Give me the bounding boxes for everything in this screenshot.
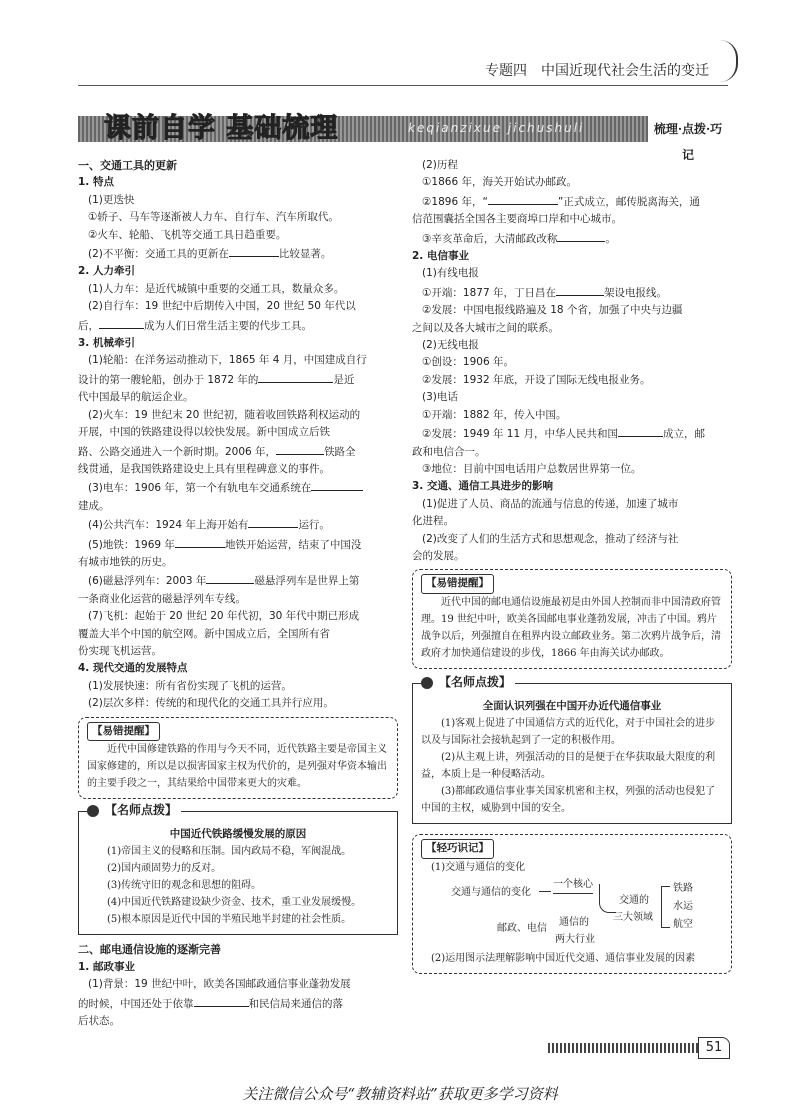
mind-map-node: 交通的 [619, 894, 649, 906]
fill-blank[interactable] [194, 994, 249, 1007]
teacher-tip-header [421, 674, 515, 692]
mind-map-connector [661, 886, 670, 928]
mind-map [421, 876, 723, 950]
text-line: 信范围囊括全国各主要商埠口岸和中心城市。 [412, 213, 622, 226]
mind-map-node: 两大行业 [555, 933, 595, 945]
text-line: (2)无线电报 [422, 339, 479, 352]
fill-blank[interactable] [99, 316, 144, 329]
text-line: ①1866 年，海关开始试办邮政。 [422, 176, 577, 189]
text-line: (1)发展快速：所有省份实现了飞机的运营。 [88, 679, 292, 692]
text-line: (4)公共汽车：1924 年上海开始有 运行。 [78, 515, 398, 534]
mind-map-root: 邮政、电信 [497, 922, 547, 934]
error-tip-label: 【易错提醒】 [87, 722, 160, 741]
text-line: (1)轮船：在洋务运动推动下，1865 年 4 月，中国建成自行 [88, 354, 367, 367]
text-line: (1)有线电报 [422, 267, 479, 280]
teacher-tip-subtitle: 全面认识列强在中国开办近代通信事业 [482, 699, 662, 712]
text-line: (1)人力车：是近代城镇中重要的交通工具，数量众多。 [88, 282, 345, 295]
text-line: 设计的第一艘轮船，创办于 1872 年的 是近 [78, 370, 398, 389]
text-line: (2)历程 [422, 159, 458, 171]
right-column [412, 157, 732, 978]
banner-tags: 梳理·点拨·巧记 [648, 116, 728, 142]
text-line: ③辛亥革命后，大清邮政改称 。 [412, 229, 732, 248]
header-rule [78, 85, 728, 86]
text-line: (3)电话 [422, 391, 458, 404]
fill-blank[interactable] [557, 229, 605, 242]
teacher-tip-box [412, 674, 732, 824]
fill-blank[interactable] [175, 535, 225, 548]
teacher-tip-item: (1)客观上促进了中国通信方式的近代化，对于中国社会的进步以及与国际社会接轨起到了一定的积极作用。 [421, 718, 716, 747]
section-banner [78, 108, 728, 162]
text-line: 的时候，中国还处于依靠 和民信局来通信的落 [78, 994, 398, 1013]
text-line: 代中国最早的航运企业。 [78, 391, 194, 404]
teacher-tip-item: (3)都邮政通信事业事关国家机密和主权，列强的活动也侵犯了中国的主权，威胁到中国的安全。 [421, 786, 716, 815]
text-line: ③地位：目前中国电话用户总数居世界第一位。 [422, 462, 642, 475]
fill-blank[interactable] [258, 370, 333, 383]
teacher-tip-item: (5)根本原因是近代中国的半殖民地半封建的社会性质。 [107, 914, 352, 926]
magnifier-icon [421, 677, 433, 689]
banner-pinyin: keqianzixue jichushuli [408, 121, 585, 135]
fill-blank[interactable] [229, 244, 279, 257]
text-line: (2)层次多样：传统的和现代化的交通工具并行应用。 [88, 697, 334, 710]
memory-tip-item: (1)交通与通信的变化 [431, 861, 526, 873]
memory-tip-item: (2)运用图示法理解影响中国近代交通、通信事业发展的因素 [431, 952, 696, 964]
text-line: ②火车、轮船、飞机等交通工具日趋重要。 [88, 228, 287, 241]
teacher-tip-item: (3)传统守旧的观念和思想的阻碍。 [107, 880, 262, 892]
text-line: 后状态。 [78, 1015, 120, 1028]
text-line: 后， 成为人们日常生活主要的代步工具。 [78, 316, 398, 335]
sub-heading: 3. 交通、通信工具进步的影响 [412, 480, 553, 493]
teacher-tip-subtitle: 中国近代铁路缓慢发展的原因 [169, 828, 307, 840]
memory-tip-label: 【轻巧识记】 [421, 839, 494, 858]
text-line: ②发展：1949 年 11 月，中华人民共和国 成立，邮 [412, 424, 732, 443]
teacher-tip-header [87, 802, 181, 820]
teacher-tip-item: (2)从主观上讲，列强活动的目的是便于在华获取最大限度的利益，本质上是一种侵略活动。 [421, 752, 716, 781]
text-line: 线贯通，是我国铁路建设史上具有里程碑意义的事件。 [78, 462, 330, 475]
teacher-tip-label: 【名师点拨】 [435, 674, 515, 691]
text-line: 份实现飞机运营。 [78, 644, 162, 657]
text-line: (7)飞机：起始于 20 世纪 20 年代初，30 年代中期已形成 [88, 610, 360, 623]
fill-blank[interactable] [488, 192, 558, 205]
sub-heading: 2. 人力牵引 [78, 265, 135, 278]
mind-map-leaf: 航空 [673, 918, 693, 930]
mind-map-node: 通信的 [559, 916, 589, 928]
text-line: ①开端：1877 年，丁日昌在 架设电报线。 [412, 283, 732, 302]
memory-tip-box [412, 834, 732, 974]
text-line: (1)背景：19 世纪中叶，欧美各国邮政通信事业蓬勃发展 [88, 978, 351, 991]
magnifier-icon [87, 805, 99, 817]
footer-note: 关注微信公众号“教辅资料站”获取更多学习资料 [242, 1085, 558, 1103]
text-line: 覆盖大半个中国的航空网。新中国成立后，全国所有省 [78, 627, 330, 640]
fill-blank[interactable] [248, 515, 298, 528]
text-line: 之间以及各大城市之间的联系。 [412, 321, 559, 334]
teacher-tip-label: 【名师点拨】 [101, 802, 181, 819]
sub-heading: 1. 邮政事业 [78, 960, 135, 973]
text-line: (6)磁悬浮列车：2003 年 磁悬浮列车是世界上第 [78, 571, 398, 590]
mind-map-root: 交通与通信的变化 [451, 886, 531, 898]
fill-blank[interactable] [618, 424, 663, 437]
text-line: (2)改变了人们的生活方式和思想观念，推动了经济与社 [422, 532, 679, 545]
text-line: (1)促进了人员、商品的流通与信息的传递，加速了城市 [422, 497, 679, 510]
sub-heading: 4. 现代交通的发展特点 [78, 662, 188, 675]
banner-title: 课前自学 基础梳理 [104, 113, 339, 144]
error-tip-box [412, 569, 732, 668]
fill-blank[interactable] [206, 571, 254, 584]
text-line: 政和电信合一。 [412, 445, 486, 458]
section-heading: 一、交通工具的更新 [78, 159, 177, 172]
fill-blank[interactable] [556, 283, 604, 296]
text-line: 一条商业化运营的磁悬浮列车专线。 [78, 592, 246, 605]
teacher-tip-item: (1)帝国主义的侵略和压制。国内政局不稳，军阀混战。 [107, 846, 352, 858]
fill-blank[interactable] [276, 442, 324, 455]
sub-heading: 3. 机械牵引 [78, 337, 135, 350]
mind-map-connector [539, 891, 551, 892]
sub-heading: 2. 电信事业 [412, 250, 469, 263]
text-line: 路、公路交通进入一个新时期。2006 年， 铁路全 [78, 442, 398, 461]
text-line: 建成。 [78, 499, 110, 512]
left-column [78, 157, 398, 1030]
text-line: (3)电车：1906 年，第一个有轨电车交通系统在 [78, 478, 398, 497]
text-line: ②发展：中国电报线路遍及 18 个省，加强了中央与边疆 [422, 304, 683, 317]
mind-map-leaf: 水运 [673, 900, 693, 912]
teacher-tip-item: (4)中国近代铁路建设缺少资金、技术，重工业发展缓慢。 [107, 897, 362, 909]
sub-heading: 1. 特点 [78, 176, 114, 189]
teacher-tip-box [78, 803, 398, 935]
section-heading: 二、邮电通信设施的逐渐完善 [78, 943, 221, 957]
header-bracket [720, 40, 738, 82]
text-line: 化进程。 [412, 515, 454, 528]
fill-blank[interactable] [311, 478, 363, 491]
footer-stripes [548, 1043, 698, 1053]
text-line: 开展，中国的铁路建设得以较快发展。新中国成立后铁 [78, 426, 330, 439]
text-line: (1)更迭快 [88, 193, 135, 206]
text-line: (2)不平衡：交通工具的更新在 比较显著。 [78, 244, 398, 263]
text-line: 有城市地铁的历史。 [78, 555, 173, 568]
text-line: (2)自行车：19 世纪中后期传入中国，20 世纪 50 年代以 [88, 300, 356, 313]
text-line: ②发展：1932 年底，开设了国际无线电报业务。 [422, 373, 651, 386]
teacher-tip-item: (2)国内顽固势力的反对。 [107, 863, 222, 875]
text-line: (2)火车：19 世纪末 20 世纪初，随着收回铁路利权运动的 [88, 408, 361, 421]
text-line: ①开端：1882 年，传入中国。 [422, 408, 567, 421]
mind-map-node: 一个核心 [553, 876, 593, 894]
text-line: ②1896 年，“ ”正式成立，邮传脱离海关，通 [412, 192, 732, 211]
mind-map-leaf: 铁路 [673, 882, 693, 894]
text-line: ①创设：1906 年。 [422, 356, 514, 369]
page-number: 51 [698, 1037, 730, 1059]
error-tip-label: 【易错提醒】 [421, 574, 494, 593]
error-tip-text: 近代中国修建铁路的作用与今天不同，近代铁路主要是帝国主义国家修建的，所以是以损害国家主权为代价的，是列强对华资本输出的主要手段之一，其结果给中国带来更大的灾难。 [87, 744, 387, 789]
text-line: ①轿子、马车等逐渐被人力车、自行车、汽车所取代。 [88, 211, 339, 224]
error-tip-text: 近代中国的邮电通信设施最初是由外国人控制而非中国清政府管理。19 世纪中叶，欧美各国邮电事业蓬勃发展，冲击了中国。鸦片战争以后，列强擅自在租界内设立邮政业务。第二次鸦片战争后，清政府才加快通信建设的步伐，1866 年由海关试办邮政。 [421, 596, 721, 659]
text-line: 会的发展。 [412, 549, 465, 562]
mind-map-node: 三大领域 [613, 911, 653, 923]
header-title: 专题四 中国近现代社会生活的变迁 [485, 63, 709, 79]
error-tip-box [78, 717, 398, 799]
text-line: (5)地铁：1969 年 地铁开始运营，结束了中国没 [78, 535, 398, 554]
